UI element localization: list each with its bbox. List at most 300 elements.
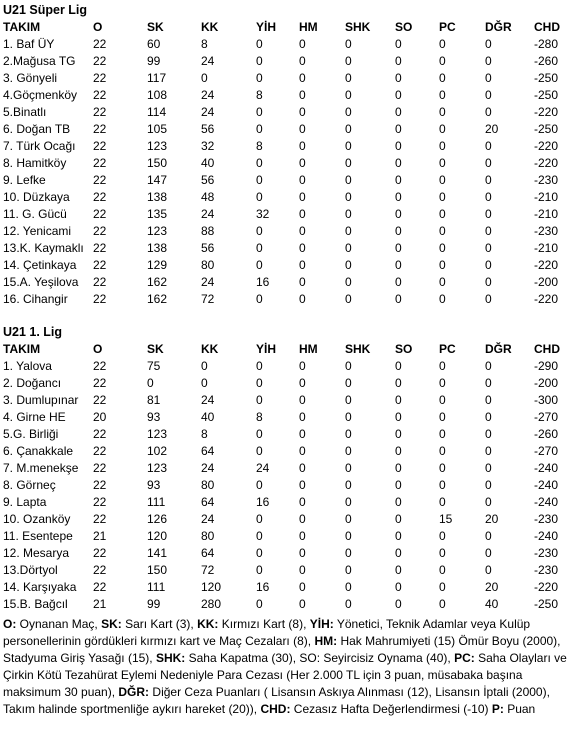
stat-cell: -220 <box>534 580 559 594</box>
stat-cell: 0 <box>345 478 352 492</box>
stat-cell: 22 <box>93 478 107 492</box>
stat-cell: 162 <box>147 275 168 289</box>
birinci-lig-table <box>3 341 577 613</box>
legend-desc: Kırmızı Kart (8), <box>218 617 310 631</box>
legend-desc: Saha Kapatma (30), SO: Seyircisiz Oynama (40), <box>185 651 455 665</box>
stat-cell: 0 <box>439 478 446 492</box>
stat-cell: 105 <box>147 122 168 136</box>
stat-cell: 141 <box>147 546 168 560</box>
stat-cell: 0 <box>256 190 263 204</box>
stat-cell: 123 <box>147 427 168 441</box>
team-name-cell: 10. Ozanköy <box>3 512 71 526</box>
stat-cell: 22 <box>93 241 107 255</box>
table-row <box>3 36 577 53</box>
stat-cell: 0 <box>395 122 402 136</box>
super-lig-table <box>3 19 577 308</box>
stat-cell: 0 <box>256 444 263 458</box>
stat-cell: -210 <box>534 190 559 204</box>
stat-cell: 150 <box>147 156 168 170</box>
stat-cell: 0 <box>439 495 446 509</box>
stat-cell: 0 <box>439 37 446 51</box>
stat-cell: 108 <box>147 88 168 102</box>
birinci-lig-body <box>3 358 577 613</box>
legend-desc: Sarı Kart (3), <box>121 617 198 631</box>
stat-cell: 0 <box>299 241 306 255</box>
stat-cell: 0 <box>345 105 352 119</box>
stat-cell: 0 <box>485 563 492 577</box>
col-header-staff: YİH <box>256 20 277 34</box>
stat-cell: -250 <box>534 88 559 102</box>
stat-cell: 0 <box>201 376 208 390</box>
table-row <box>3 460 577 477</box>
stat-cell: 16 <box>256 495 270 509</box>
table-row <box>3 240 577 257</box>
stat-cell: 0 <box>439 173 446 187</box>
stat-cell: 0 <box>395 444 402 458</box>
table-row <box>3 477 577 494</box>
stat-cell: -210 <box>534 241 559 255</box>
stat-cell: 0 <box>439 122 446 136</box>
stat-cell: 0 <box>345 563 352 577</box>
stat-cell: 16 <box>256 580 270 594</box>
table-row <box>3 291 577 308</box>
stat-cell: 0 <box>395 88 402 102</box>
stat-cell: 120 <box>201 580 222 594</box>
stat-cell: 0 <box>395 224 402 238</box>
team-name-cell: 6. Doğan TB <box>3 122 71 136</box>
stat-cell: 0 <box>345 71 352 85</box>
stat-cell: 0 <box>485 376 492 390</box>
stat-cell: 123 <box>147 224 168 238</box>
stat-cell: 15 <box>439 512 453 526</box>
stat-cell: -230 <box>534 173 559 187</box>
stat-cell: 0 <box>345 292 352 306</box>
stat-cell: 0 <box>395 105 402 119</box>
stat-cell: 0 <box>485 54 492 68</box>
stat-cell: 24 <box>201 512 215 526</box>
stat-cell: 56 <box>201 173 215 187</box>
legend-desc: Cezasız Hafta Değerlendirmesi (-10) <box>290 702 492 716</box>
stat-cell: 0 <box>395 359 402 373</box>
stat-cell: 0 <box>439 292 446 306</box>
stat-cell: 0 <box>395 580 402 594</box>
stat-cell: 0 <box>299 275 306 289</box>
stat-cell: 111 <box>147 495 166 509</box>
stat-cell: 0 <box>345 88 352 102</box>
table-row <box>3 579 577 596</box>
stat-cell: 93 <box>147 410 161 424</box>
stat-cell: 22 <box>93 427 107 441</box>
stat-cell: 0 <box>299 156 306 170</box>
legend-desc: Diğer Ceza Puanları ( Lisansın Askıya Alınması (12), Lisansın İptali (2000), Takım halinde sportmenliğe aykırı hareket (20)), <box>3 685 550 716</box>
stat-cell: 24 <box>201 275 215 289</box>
table-row <box>3 392 577 409</box>
team-name-cell: 5.Binatlı <box>3 105 47 119</box>
stat-cell: 0 <box>485 410 492 424</box>
col-header-other: DĞR <box>485 342 512 356</box>
stat-cell: 32 <box>201 139 215 153</box>
stat-cell: 22 <box>93 461 107 475</box>
col-header-no-spectators: SO <box>395 342 413 356</box>
stat-cell: 0 <box>395 546 402 560</box>
stat-cell: 22 <box>93 139 107 153</box>
stat-cell: 0 <box>345 427 352 441</box>
stat-cell: -220 <box>534 105 559 119</box>
birinci-lig-header-row <box>3 341 577 358</box>
table-row <box>3 138 577 155</box>
legend-key: HM: <box>314 634 338 648</box>
stat-cell: 0 <box>485 275 492 289</box>
stat-cell: 22 <box>93 71 107 85</box>
stat-cell: 20 <box>485 512 499 526</box>
stat-cell: 0 <box>299 224 306 238</box>
stat-cell: 0 <box>147 376 154 390</box>
stat-cell: 0 <box>439 258 446 272</box>
col-header-team: TAKIM <box>3 20 41 34</box>
team-name-cell: 15.B. Bağcıl <box>3 597 68 611</box>
stat-cell: 22 <box>93 512 107 526</box>
stat-cell: 81 <box>147 393 161 407</box>
stat-cell: 0 <box>299 529 306 543</box>
stat-cell: 0 <box>439 105 446 119</box>
stat-cell: 0 <box>299 495 306 509</box>
table-row <box>3 375 577 392</box>
team-name-cell: 2.Mağusa TG <box>3 54 76 68</box>
stat-cell: 0 <box>299 410 306 424</box>
stat-cell: -300 <box>534 393 559 407</box>
stat-cell: 0 <box>256 376 263 390</box>
team-name-cell: 9. Lapta <box>3 495 47 509</box>
stat-cell: 0 <box>256 224 263 238</box>
table-row <box>3 155 577 172</box>
stat-cell: 0 <box>485 359 492 373</box>
stat-cell: 0 <box>256 37 263 51</box>
stat-cell: 22 <box>93 190 107 204</box>
team-name-cell: 5.G. Birliği <box>3 427 59 441</box>
stat-cell: 102 <box>147 444 168 458</box>
stat-cell: -230 <box>534 224 559 238</box>
stat-cell: 0 <box>395 478 402 492</box>
col-header-closure: SHK <box>345 20 371 34</box>
col-header-team: TAKIM <box>3 342 41 356</box>
legend-key: P: <box>491 702 504 716</box>
table-row <box>3 528 577 545</box>
stat-cell: 56 <box>201 241 215 255</box>
stat-cell: 0 <box>345 241 352 255</box>
stat-cell: 0 <box>345 207 352 221</box>
stat-cell: 0 <box>395 461 402 475</box>
col-header-staff: YİH <box>256 342 277 356</box>
legend-key: KK: <box>197 617 219 631</box>
stat-cell: 0 <box>345 37 352 51</box>
stat-cell: 0 <box>299 207 306 221</box>
stat-cell: 0 <box>485 224 492 238</box>
stat-cell: -270 <box>534 410 559 424</box>
stat-cell: 0 <box>439 71 446 85</box>
stat-cell: 0 <box>345 580 352 594</box>
stat-cell: 0 <box>485 461 492 475</box>
stat-cell: 0 <box>299 292 306 306</box>
stat-cell: 0 <box>256 156 263 170</box>
stat-cell: 56 <box>201 122 215 136</box>
stat-cell: 0 <box>485 139 492 153</box>
stat-cell: 22 <box>93 224 107 238</box>
stat-cell: 0 <box>256 478 263 492</box>
stat-cell: 0 <box>299 88 306 102</box>
stat-cell: 0 <box>485 393 492 407</box>
stat-cell: 0 <box>299 512 306 526</box>
stat-cell: 0 <box>439 444 446 458</box>
stat-cell: 0 <box>395 292 402 306</box>
stat-cell: 22 <box>93 580 107 594</box>
stat-cell: 147 <box>147 173 168 187</box>
stat-cell: 0 <box>345 410 352 424</box>
stat-cell: 0 <box>345 512 352 526</box>
table-row <box>3 426 577 443</box>
stat-cell: 0 <box>485 207 492 221</box>
legend-key: CHD: <box>260 702 291 716</box>
col-header-red: KK <box>201 342 219 356</box>
stat-cell: 0 <box>485 190 492 204</box>
stat-cell: -240 <box>534 478 559 492</box>
stat-cell: 24 <box>201 105 215 119</box>
stat-cell: 120 <box>147 529 168 543</box>
stat-cell: 0 <box>485 495 492 509</box>
legend-desc: Saha Olayları ve Çirkin Kötü Tezahürat Eylemi Nedeniyle Para Cezası (Her 2.000 TL için 3 puan, müsabaka başına maksimum 30 puan), <box>3 651 567 699</box>
stat-cell: -220 <box>534 292 559 306</box>
legend-key: PC: <box>454 651 475 665</box>
super-lig-header-row <box>3 19 577 36</box>
stat-cell: -230 <box>534 512 559 526</box>
stat-cell: 22 <box>93 37 107 51</box>
stat-cell: 0 <box>299 71 306 85</box>
stat-cell: 0 <box>256 512 263 526</box>
stat-cell: 0 <box>256 241 263 255</box>
stat-cell: 0 <box>395 410 402 424</box>
team-name-cell: 2. Doğancı <box>3 376 62 390</box>
stat-cell: 21 <box>93 597 107 611</box>
team-name-cell: 6. Çanakkale <box>3 444 74 458</box>
col-header-clean-week: CHD <box>534 342 560 356</box>
table-row <box>3 358 577 375</box>
stat-cell: 0 <box>439 190 446 204</box>
stat-cell: -250 <box>534 597 559 611</box>
stat-cell: -200 <box>534 275 559 289</box>
stat-cell: 40 <box>201 410 215 424</box>
team-name-cell: 15.A. Yeşilova <box>3 275 79 289</box>
team-name-cell: 12. Yenicami <box>3 224 72 238</box>
stat-cell: 0 <box>299 580 306 594</box>
legend-text <box>3 616 573 718</box>
stat-cell: 80 <box>201 529 215 543</box>
stat-cell: 126 <box>147 512 168 526</box>
stat-cell: 8 <box>201 427 208 441</box>
stat-cell: -260 <box>534 427 559 441</box>
stat-cell: 0 <box>485 478 492 492</box>
stat-cell: 0 <box>395 241 402 255</box>
stat-cell: 0 <box>395 37 402 51</box>
stat-cell: 0 <box>485 37 492 51</box>
table-row <box>3 121 577 138</box>
stat-cell: 0 <box>395 54 402 68</box>
stat-cell: 0 <box>439 580 446 594</box>
stat-cell: 60 <box>147 37 161 51</box>
stat-cell: 0 <box>485 427 492 441</box>
stat-cell: 0 <box>256 71 263 85</box>
stat-cell: 0 <box>439 546 446 560</box>
stat-cell: 0 <box>256 529 263 543</box>
stat-cell: 0 <box>299 461 306 475</box>
stat-cell: 0 <box>485 444 492 458</box>
stat-cell: 0 <box>395 427 402 441</box>
stat-cell: 0 <box>299 190 306 204</box>
stat-cell: 20 <box>93 410 107 424</box>
stat-cell: -260 <box>534 54 559 68</box>
stat-cell: 0 <box>345 139 352 153</box>
table-row <box>3 562 577 579</box>
stat-cell: 0 <box>439 376 446 390</box>
col-header-closure: SHK <box>345 342 371 356</box>
table-row <box>3 511 577 528</box>
table-row <box>3 189 577 206</box>
stat-cell: -240 <box>534 495 559 509</box>
legend-key: YİH: <box>309 617 334 631</box>
stat-cell: 21 <box>93 529 107 543</box>
stat-cell: 22 <box>93 495 107 509</box>
col-header-fine: PC <box>439 20 456 34</box>
stat-cell: 72 <box>201 292 215 306</box>
stat-cell: 0 <box>256 427 263 441</box>
team-name-cell: 4.Göçmenköy <box>3 88 78 102</box>
table-row <box>3 257 577 274</box>
stat-cell: 0 <box>299 139 306 153</box>
stat-cell: 0 <box>256 546 263 560</box>
stat-cell: 280 <box>201 597 222 611</box>
stat-cell: 0 <box>439 88 446 102</box>
stat-cell: 0 <box>485 546 492 560</box>
stat-cell: 0 <box>256 563 263 577</box>
stat-cell: 22 <box>93 258 107 272</box>
table-row <box>3 596 577 613</box>
stat-cell: 0 <box>439 427 446 441</box>
stat-cell: 22 <box>93 207 107 221</box>
table-row <box>3 87 577 104</box>
stat-cell: 0 <box>485 529 492 543</box>
col-header-played: O <box>93 20 103 34</box>
table-row <box>3 104 577 121</box>
col-header-no-spectators: SO <box>395 20 413 34</box>
stat-cell: 24 <box>256 461 270 475</box>
stat-cell: 0 <box>345 173 352 187</box>
stat-cell: -210 <box>534 207 559 221</box>
stat-cell: 117 <box>147 71 167 85</box>
legend-desc: Yönetici, Teknik Adamlar veya Kulüp personellerinin gördükleri kırmızı kart ve Maç Cezaları (8), <box>3 617 531 648</box>
col-header-played: O <box>93 342 103 356</box>
stat-cell: 0 <box>299 122 306 136</box>
stat-cell: 0 <box>256 292 263 306</box>
stat-cell: 0 <box>256 173 263 187</box>
stat-cell: 22 <box>93 156 107 170</box>
stat-cell: 0 <box>395 71 402 85</box>
stat-cell: 0 <box>345 546 352 560</box>
stat-cell: 0 <box>395 139 402 153</box>
legend-key: O: <box>3 617 17 631</box>
col-header-other: DĞR <box>485 20 512 34</box>
stat-cell: 0 <box>439 156 446 170</box>
stat-cell: 0 <box>439 529 446 543</box>
stat-cell: -250 <box>534 71 559 85</box>
table-row <box>3 494 577 511</box>
col-header-suspension: HM <box>299 342 318 356</box>
stat-cell: 0 <box>299 427 306 441</box>
stat-cell: -230 <box>534 563 559 577</box>
stat-cell: 0 <box>395 275 402 289</box>
stat-cell: 0 <box>256 105 263 119</box>
stat-cell: -230 <box>534 546 559 560</box>
stat-cell: 0 <box>299 597 306 611</box>
stat-cell: 88 <box>201 224 215 238</box>
stat-cell: -200 <box>534 376 559 390</box>
stat-cell: 0 <box>201 359 208 373</box>
stat-cell: 0 <box>256 359 263 373</box>
stat-cell: 150 <box>147 563 168 577</box>
stat-cell: 0 <box>345 122 352 136</box>
team-name-cell: 4. Girne HE <box>3 410 66 424</box>
stat-cell: -290 <box>534 359 559 373</box>
team-name-cell: 13.K. Kaymaklı <box>3 241 84 255</box>
stat-cell: 0 <box>345 461 352 475</box>
team-name-cell: 14. Çetinkaya <box>3 258 77 272</box>
stat-cell: 0 <box>395 393 402 407</box>
stat-cell: 0 <box>395 173 402 187</box>
stat-cell: 0 <box>299 105 306 119</box>
table-row <box>3 409 577 426</box>
stat-cell: 162 <box>147 292 168 306</box>
stat-cell: 48 <box>201 190 215 204</box>
stat-cell: 20 <box>485 122 499 136</box>
stat-cell: 80 <box>201 258 215 272</box>
stat-cell: 114 <box>147 105 167 119</box>
stat-cell: 75 <box>147 359 161 373</box>
super-lig-title: U21 Süper Lig <box>3 3 88 17</box>
stat-cell: 0 <box>299 393 306 407</box>
stat-cell: 129 <box>147 258 168 272</box>
stat-cell: 22 <box>93 546 107 560</box>
team-name-cell: 1. Baf ÜY <box>3 37 55 51</box>
team-name-cell: 11. Esentepe <box>3 529 73 543</box>
team-name-cell: 3. Gönyeli <box>3 71 58 85</box>
stat-cell: 22 <box>93 444 107 458</box>
legend-key: SHK: <box>155 651 186 665</box>
table-row <box>3 443 577 460</box>
stat-cell: 0 <box>395 563 402 577</box>
stat-cell: 0 <box>439 393 446 407</box>
stat-cell: 93 <box>147 478 161 492</box>
stat-cell: 135 <box>147 207 168 221</box>
team-name-cell: 10. Düzkaya <box>3 190 70 204</box>
stat-cell: 22 <box>93 54 107 68</box>
stat-cell: 0 <box>395 258 402 272</box>
stat-cell: 0 <box>299 258 306 272</box>
stat-cell: 99 <box>147 54 161 68</box>
stat-cell: -220 <box>534 156 559 170</box>
legend-desc: Puan <box>503 702 536 716</box>
stat-cell: 0 <box>345 597 352 611</box>
stat-cell: 22 <box>93 88 107 102</box>
team-name-cell: 3. Dumlupınar <box>3 393 79 407</box>
stat-cell: 0 <box>485 71 492 85</box>
col-header-suspension: HM <box>299 20 318 34</box>
